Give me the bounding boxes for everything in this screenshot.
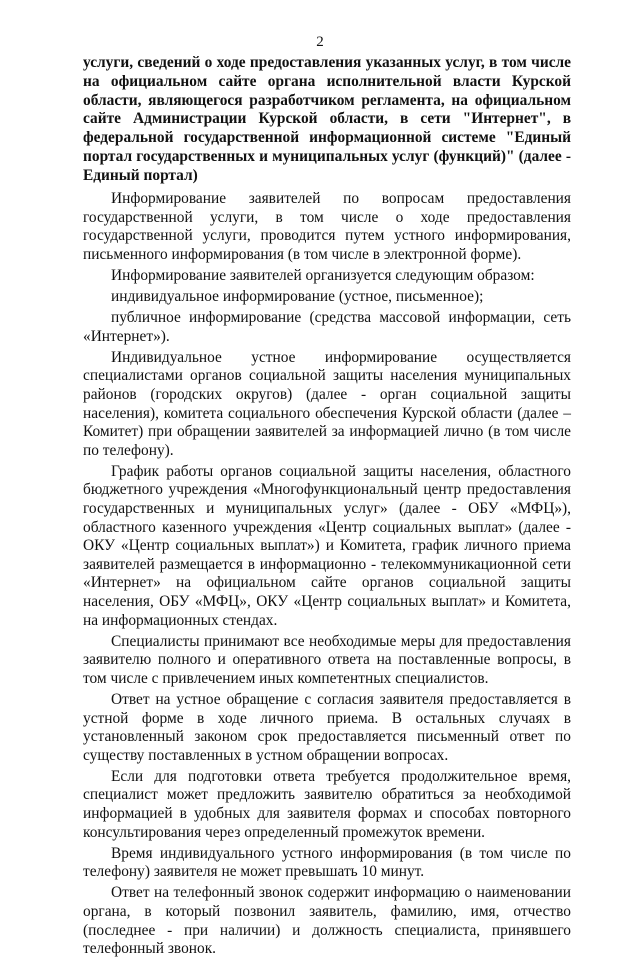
section-heading: услуги, сведений о ходе предоставления указанных услуг, в том числе на официальном сайте органа исполнительной власти Курской области, являющегося разработчиком регламента, на официальном сайте Администрации Курской области, в сети "Интернет", в федеральной государственной информационной системе "Единый портал государственных и муниципальных услуг (функций)" (далее - Единый портал) xyxy=(83,54,571,184)
paragraph-long-preparation: Если для подготовки ответа требуется продолжительное время, специалист может предложить заявителю обратиться за необходимой информацией в удобных для заявителя формах и способах повторного консультирования через определенный промежуток времени. xyxy=(83,767,571,841)
body-text xyxy=(83,190,571,961)
paragraph-informing-organization: Информирование заявителей организуется следующим образом: xyxy=(111,266,535,284)
paragraph-work-schedule: График работы органов социальной защиты населения, областного бюджетного учреждения «Многофункциональный центр предоставления государственных и муниципальных услуг» (далее - ОБУ «МФЦ»), областного казенного учреждения «Центр социальных выплат» (далее - ОКУ «Центр социальных выплат») и Комитета, график личного приема заявителей размещается в информационно - телекоммуникационной сети «Интернет» на официальном сайте органов социальной защиты населения, ОБУ «МФЦ», ОКУ «Центр социальных выплат» и Комитета, на информационных стендах. xyxy=(83,462,571,629)
page-number: 2 xyxy=(316,34,324,50)
paragraph-informing-time-limit: Время индивидуального устного информирования (в том числе по телефону) заявителя не может превышать 10 минут. xyxy=(83,844,571,881)
paragraph-individual-informing: индивидуальное информирование (устное, письменное); xyxy=(111,287,484,305)
paragraph-specialists-measures: Специалисты принимают все необходимые меры для предоставления заявителю полного и оперативного ответа на поставленные вопросы, в том числе с привлечением иных компетентных специалистов. xyxy=(83,632,571,687)
paragraph-public-informing: публичное информирование (средства массовой информации, сеть «Интернет»). xyxy=(83,309,571,345)
paragraph-oral-request-answer: Ответ на устное обращение с согласия заявителя предоставляется в устной форме в ходе личного приема. В остальных случаях в установленный законом срок предоставляется письменный ответ по существу поставленных в устном обращении вопросах. xyxy=(83,690,571,764)
paragraph-oral-informing: Индивидуальное устное информирование осуществляется специалистами органов социальной защиты населения муниципальных районов (городских округов) (далее - орган социальной защиты населения), комитета социального обеспечения Курской области (далее – Комитет) при обращении заявителей за информацией лично (в том числе по телефону). xyxy=(83,348,571,459)
paragraph-phone-call-answer: Ответ на телефонный звонок содержит информацию о наименовании органа, в который позвонил заявитель, фамилию, имя, отчество (последнее - при наличии) и должность специалиста, принявшего телефонный звонок. xyxy=(83,884,571,958)
paragraph-informing-general: Информирование заявителей по вопросам предоставления государственной услуги, в том числе о ходе предоставления государственной услуги, проводится путем устного информирования, письменного информирования (в том числе в электронной форме). xyxy=(83,190,571,263)
